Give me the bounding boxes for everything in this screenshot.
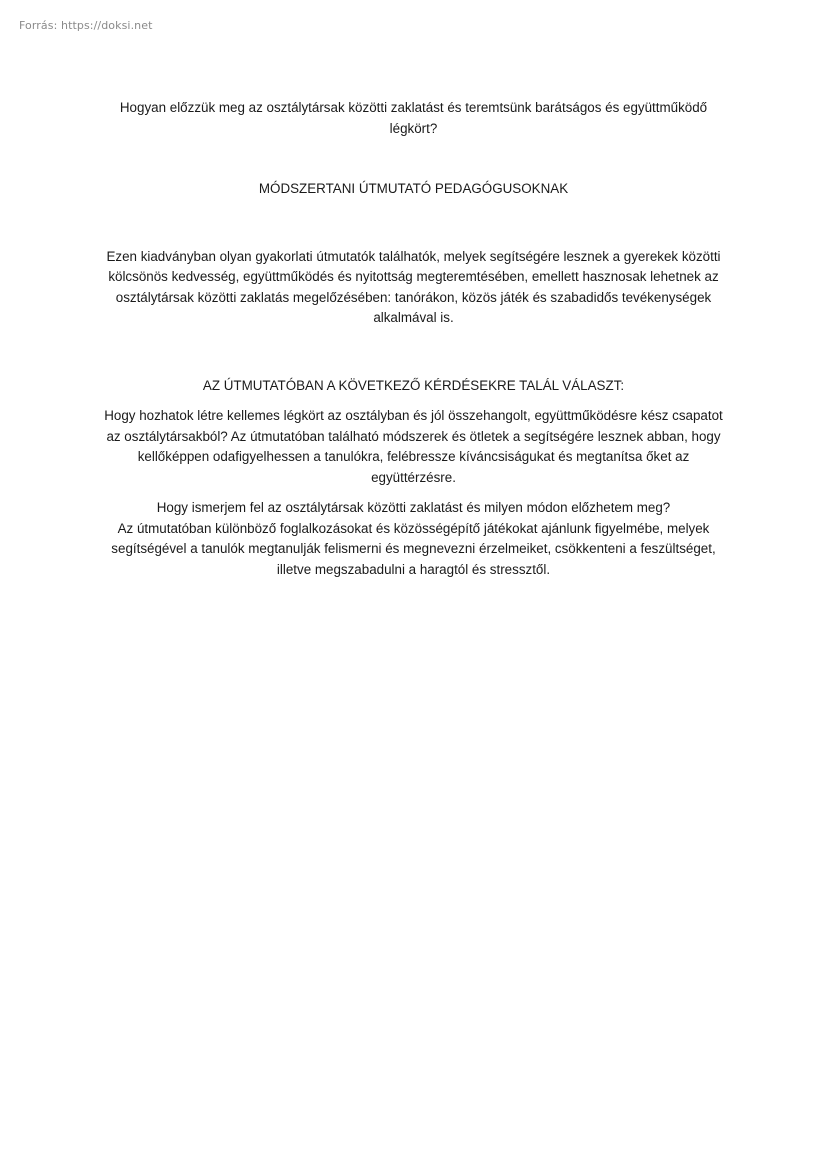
answer-2-body: Az útmutatóban különböző foglalkozásokat és közösségépítő játékokat ajánlunk figyelmébe, melyek segítségével a tanulók megtanulják felismerni és megnevezni érzelmeiket, csökkenteni a feszültséget, illetve megszabadulni a haragtól és stressztől. xyxy=(111,520,716,577)
intro-paragraph: Ezen kiadványban olyan gyakorlati útmutatók találhatók, melyek segítségére lesznek a gyerekek közötti kölcsönös kedvesség, együttműködés és nyitottság megteremtésében, emellett hasznosak lehetnek az osztálytársak közötti zaklatás megelőzésében: tanórákon, közös játék és szabadidős tevékenységek alkalmával is. xyxy=(106,248,721,325)
document-title: Hogyan előzzük meg az osztálytársak közötti zaklatást és teremtsünk barátságos és együttműködő légkört? xyxy=(119,100,708,136)
questions-heading: AZ ÚTMUTATÓBAN A KÖVETKEZŐ KÉRDÉSEKRE TALÁL VÁLASZT: xyxy=(202,377,625,393)
document-subtitle: MÓDSZERTANI ÚTMUTATÓ PEDAGÓGUSOKNAK xyxy=(258,181,569,196)
document-page xyxy=(100,98,727,580)
answer-2-question: Hogy ismerjem fel az osztálytársak közötti zaklatást és milyen módon előzhetem meg? xyxy=(156,500,671,515)
answer-paragraph-2 xyxy=(100,498,727,580)
source-note: Forrás: https://doksi.net xyxy=(19,19,153,32)
answer-paragraph-1: Hogy hozhatok létre kellemes légkört az osztályban és jól összehangolt, együttműködésre kész csapatot az osztálytársakból? Az útmutatóban található módszerek és ötletek a segítségére lesznek abban, hogy kellőképpen odafigyelhessen a tanulókra, felébressze kíváncsiságukat és megtanítsa őket az együttérzésre. xyxy=(104,408,723,485)
